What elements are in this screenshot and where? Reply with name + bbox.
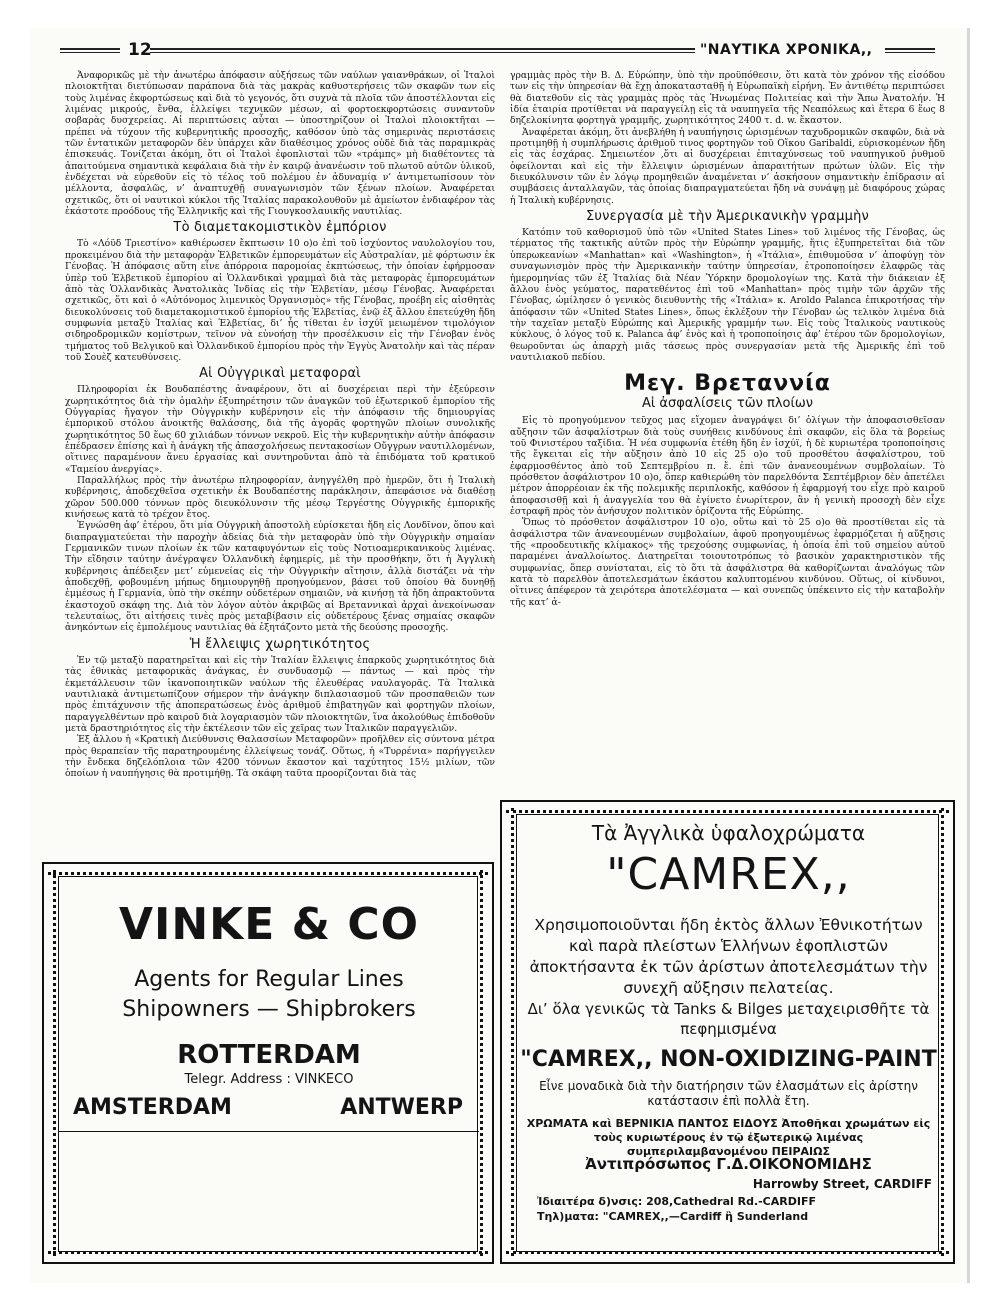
ad-border-ornament <box>505 808 514 1256</box>
ad-border-ornament <box>506 1251 949 1260</box>
ad-headquarters: ROTTERDAM <box>177 1040 361 1070</box>
section-heading: Τὸ διαμετακομιστικὸν ἐμπόριον <box>173 220 387 236</box>
ad-branch-right: ANTWERP <box>340 1095 463 1120</box>
newspaper-page <box>30 28 970 1283</box>
ad-telegraph: Telegr. Address : VINKECO <box>184 1072 354 1087</box>
ad-body: Δι’ ὅλα γενικῶς τὰ Tanks & Bilges μεταχειρισθῆτε τὰ πεφημισμένα <box>527 1000 930 1038</box>
section-heading: Αἱ ἀσφαλίσεις τῶν πλοίων <box>641 396 814 412</box>
ad-border-ornament <box>47 870 56 1256</box>
header-rule <box>150 48 695 53</box>
ad-border-ornament <box>506 804 949 813</box>
ad-body: Εἶνε μοναδικὰ διὰ τὴν διατήρησιν τῶν ἐλασμάτων εἰς ἀρίστην κατάστασιν ἐπὶ πολλὰ ἔτη. <box>539 1079 918 1108</box>
ad-contact: Τηλ)ματα: "CAMREX,,—Cardiff ἢ Sunderland <box>537 1210 809 1223</box>
right-column <box>510 70 945 790</box>
article-paragraph: Τὸ «Λόϋδ Τριεστίνο» καθιέρωσεν ἔκπτωσιν 10 ο)ο ἐπὶ τοῦ ἰσχύοντος ναυλολογίου του, προκειμένου διὰ τὴν μεταφορὰν Ἑλβετικῶν ἐμπορευμάτων εἰς Αὐστραλίαν, μὲ φόρτωσιν ἐκ Γένοβας. Ἡ ἀπόφασις αὕτη εἶνε ἀπόρροια παρομοίας ἐκπτώσεως, τὴν ὁποίαν ἐφήρμοσαν ὑπὲρ τοῦ Ἑλβετικοῦ ἐμπορίου αἱ Ὁλλανδικαὶ γραμμαὶ διὰ τὰς μεταφορὰς ἐμπορευμάτων ἀπὸ τὰς Ὁλλανδικὰς Ἀνατολικὰς Ἰνδίας εἰς τὴν Ἑλβετίαν, μέσῳ Γένοβας. Ἀναφέρεται σχετικῶς, ὅτι καὶ ὁ «Αὐτόνομος λιμενικὸς Ὀργανισμὸς» τῆς Γένοβας, προέβη εἰς αἰσθητὰς διευκολύνσεις τοῦ διαμετακομιστικοῦ ἐμπορίου τῆς Ἑλβετίας, ἐνῷ ἐξ ἄλλου ἐπετεύχθη ἤδη συμφωνία μεταξὺ Ἰταλίας καὶ Ἑλβετίας, δι’ ἧς τίθεται ἐν ἰσχύϊ μειωμένον τιμολόγιον σιδηροδρομικῶν κομίστρων, τεῖνον νὰ εὐνοήσῃ τὴν προσέλκυσιν εἰς τὴν Γένοβαν ἑνὸς τμήματος τοῦ Βελγικοῦ καὶ Ὁλλανδικοῦ ἐμπορίου πρὸς τὴν Ἐγγὺς Ἀνατολὴν καὶ τὰς πέραν τοῦ Σουὲζ κατευθύνσεις. <box>65 238 495 363</box>
brand-name: "CAMREX,, <box>606 849 851 900</box>
ad-contact: Ἰδιαιτέρα δ)νσις: 208,Cathedral Rd.-CARDIFF <box>537 1195 816 1208</box>
section-heading: Αἱ Οὐγγρικαὶ μεταφοραὶ <box>199 366 361 382</box>
page-number: 12 <box>128 40 152 60</box>
article-paragraph: Ἐγνώσθη ἀφ’ ἑτέρου, ὅτι μία Οὐγγρικὴ ἀποστολὴ εὑρίσκεται ἤδη εἰς Λονδῖνον, ὅπου καὶ διαπραγματεύεται τὴν παροχὴν ἀδείας διὰ τὴν μεταφορὰν ὑπὸ τὴν Οὐγγρικὴν σημαίαν Γερμανικῶν τινων πλοίων ἐκ τῶν καταφυγόντων εἰς τοὺς Νοτιοαμερικανικοὺς λιμένας. Τὴν εἴδησιν ταύτην ἀνέγραψεν Ὁλλανδικὴ ἐφημερίς, μὲ τὴν προσθήκην, ὅτι ἡ Ἀγγλικὴ κυβέρνησις ἀπέδειξεν μετ’ εὐμενείας εἰς τὴν Οὐγγρικὴν αἴτησιν, ἀλλὰ διστάζει νὰ τὴν ἀποδεχθῇ, φοβουμένη μήπως δημιουργηθῇ προηγούμενον, βάσει τοῦ ὁποίου θὰ δυνηθῇ ἐμμέσως ἡ Γερμανία, ὑπὸ τὴν σκέπην οὐδετέρων σημαιῶν, νὰ κινήσῃ τὰ ἤδη ἀπρακτοῦντα ἐκαστοχοῦ σκάφη της. Διὰ τὸν λόγον αὐτὸν ἀκριβῶς αἱ Βρεταννικαὶ ἀρχαὶ ἀνεκοίνωσαν τελευταίως, ὅτι αἰτήσεις τινὲς πρὸς μεταβίβασιν εἰς οὐδετέρους ξένας σημαίας σκαφῶν ἀνηκόντων εἰς ἐμπολέμους ναυτιλίας θὰ ἐξητάζοντο μετὰ τῆς δεούσης προσοχῆς. <box>65 520 495 634</box>
ad-headline: Τὰ Ἀγγλικὰ ὑφαλοχρώματα <box>591 821 866 845</box>
ad-tagline: Agents for Regular Lines <box>134 967 404 992</box>
page-edge <box>967 28 970 1283</box>
header-rule <box>885 48 935 53</box>
article-paragraph: Ἐν τῷ μεταξὺ παρατηρεῖται καὶ εἰς τὴν Ἰταλίαν ἔλλειψις ἐπαρκοῦς χωρητικότητος διὰ τὰς ἐθνικὰς μεταφορικὰς ἀνάγκας, ἐν συνδυασμῷ — πάντως — καὶ πρὸς τὴν ἐκμετάλλευσιν τῶν ἱκανοποιητικῶν ναύλων τῆς ἐλευθέρας ναυλαγορᾶς. Τὰ Ἰταλικὰ ναυτιλιακὰ ἀντιμετωπίζουν σήμερον τὴν ἀνάγκην διπλασιασμοῦ τῶν προσπαθειῶν των πρὸς ἐπιτάχυνσιν τῆς ἀποπερατώσεως ἑνὸς ἀριθμοῦ ἐπιβατηγῶν καὶ φορτηγῶν πλοίων, παραγγελθέντων πρὸ καιροῦ διὰ λογαριασμὸν τῶν πλοιοκτητῶν, ἵνα ἀκολούθως ἐπιδοθοῦν μετὰ δραστηριότητος εἰς τὴν ἐκτέλεσιν τῶν εἰς χεῖρας των Ἰταλικῶν παραγγελιῶν. <box>65 654 495 734</box>
left-column <box>65 70 495 852</box>
ad-border-ornament <box>941 808 950 1256</box>
ad-border-ornament <box>48 1251 488 1260</box>
ad-tagline: Shipowners — Shipbrokers <box>122 997 416 1022</box>
ad-frame <box>58 876 478 1252</box>
article-paragraph: Παραλλήλως πρὸς τὴν ἀνωτέρω πληροφορίαν, ἀνηγγέλθη πρὸ ἡμερῶν, ὅτι ἡ Ἰταλικὴ κυβέρνησις, ἀποδεχθεῖσα σχετικὴν ἐκ Βουδαπέστης παράκλησιν, ἀπεφάσισε νὰ διαθέσῃ χῶρον 500.000 τόννων πρὸς διευκόλυνσιν τῆς μέσῳ Τεργέστης Οὐγγρικῆς ἐμπορικῆς κινήσεως κατὰ τὸ τρέχον ἔτος. <box>65 475 495 521</box>
journal-name: "ΝΑΥΤΙΚΑ ΧΡΟΝΙΚΑ,, <box>700 42 873 58</box>
page-header <box>60 40 935 62</box>
article-paragraph: Ἐξ ἄλλου ἡ «Κρατικὴ Διεύθυνσις Θαλασσίων Μεταφορῶν» προῆλθεν εἰς σύντονα μέτρα πρὸς θεραπείαν τῆς παρατηρουμένης ἐλλείψεως τονάζ. Οὕτως, ἡ «Τυρρένια» παρήγγειλεν τὴν ἔνδεκα δηζελόπλοια τῶν 4200 τόννων ἕκαστον καὶ ταχύτητος 15½ μιλίων, τῶν ὁποίων ἡ ναυπήγησις θὰ προτιμήθῃ. Τὰ σκάφη ταῦτα προορίζονται διὰ τὰς <box>65 734 495 780</box>
article-paragraph: Ὅπως τὸ πρόσθετον ἀσφάλιστρον 10 ο)ο, οὕτω καὶ τὸ 25 ο)ο θὰ προστίθεται εἰς τὰ ἀσφάλιστρα τῶν ἀνανεουμένων συμβολαίων, ἀφοῦ προηγουμένως ἐφαρμόζεται ἡ αὔξησις τῆς «προοδευτικῆς κλίμακος» τῆς τρεχούσης συμφωνίας, ἡ ὁποία ἐπὶ τοῦ σημείου αὐτοῦ παραμένει ἀναλλοίωτος. Διατηρεῖται τοιουτοτρόπως τὸ βασικὸν χαρακτηριστικὸν τῆς συμφωνίας, ὅπερ συνίσταται, εἰς τὸ ὅτι τὰ ἀσφάλιστρα θὰ καθορίζωνται ἀναλόγως τῶν κατὰ τὸ παρελθὸν ἀποτελεσμάτων ἑκάστου καλυπτομένου κινδύνου. Οὕτως, οἱ κίνδυνοι, οἵτινες ἀπέφερον τὰ χειρότερα ἀποτελέσματα — καὶ συνεπῶς ὑπέκειντο εἰς τὴν καταβολὴν τῆς κατ’ ἀ- <box>510 517 945 608</box>
country-heading: Μεγ. Βρεταννία <box>624 371 831 397</box>
ad-frame <box>516 814 939 1252</box>
ad-border-ornament <box>480 870 489 1256</box>
article-paragraph: Ἀναφέρεται ἀκόμη, ὅτι ἀνεβλήθη ἡ ναυπήγησις ὡρισμένων ταχυδρομικῶν σκαφῶν, διὰ νὰ προτιμηθῇ ἡ συμπλήρωσις ἀριθμοῦ τινος φορτηγῶν τοῦ Οἴκου Garibaldi, εὑρισκομένων ἤδη εἰς τὰς ἐσχάρας. Σημειωτέον ,ὅτι αἱ δυσχέρειαι ἐπιταχύνσεως τοῦ ναυπηγικοῦ ῥυθμοῦ ὀφείλονται καὶ εἰς τὴν ἔλλειψιν ὡρισμένων ἀπαραιτήτων πρώτων ὑλῶν. Εἰς τὴν διευκόλυνσιν τῶν ἐν λόγῳ προμηθειῶν ἀναμένεται ν’ ἀσκήσουν σημαντικὴν ἐπίδρασιν αἱ συμβάσεις ἀνταλλαγῶν, τὰς ὁποίας διαπραγματεύεται ἤδη νὰ συνάψῃ μὲ διαφόρους χώρας ἡ Ἰταλικὴ κυβέρνησις. <box>510 126 945 206</box>
company-name: VINKE & CO <box>118 899 420 950</box>
ad-border-ornament <box>48 866 488 875</box>
product-name: "CAMREX,, NON-OXIDIZING-PAINT <box>520 1047 937 1072</box>
article-paragraph: Εἰς τὸ προηγούμενον τεῦχος μας εἴχομεν ἀναγράψει δι’ ὀλίγων τὴν ἀποφασισθεῖσαν αὔξησιν τῶν ἀσφαλίστρων διὰ τοὺς συνήθεις κινδύνους ἐπὶ σκαφῶν, εἰς ὅλα τὰ βορείως τοῦ Φινιστέρου ταξίδια. Ἡ νέα συμφωνία ἐτέθη ἤδη ἐν ἰσχύϊ, ἡ δὲ κυριωτέρα τροποποίησις τῆς ἔγκειται εἰς τὴν αὔξησιν ἀπὸ 10 εἰς 25 ο)ο τοῦ προσθέτου ἀσφαλίστρου, τοῦ ἐφαρμοσθέντος ἀπὸ τοῦ Σεπτεμβρίου π. ἔ. ἐπὶ τῶν ἀνανεουμένων συμβολαίων. Τὸ πρόσθετον ἀσφάλιστρον 10 ο)ο, ὅπερ καθιερώθη τὸν παρελθόντα Σεπτέμβριον δὲν ἀπετέλει μέτρον ἀπορρέοιαν ἐκ τῆς πολεμικῆς περιπλοκῆς, καθόσον ἡ ἐφαρμογή του εἶχε πρὸ καιροῦ ἀποφασισθῇ καὶ ἡ ἀναγγελία του θὰ ἐγίνετο ἐνωρίτερον, ἂν ἡ γενικὴ προσοχὴ δὲν εἶχε ἐστραφῆ πρὸς τὸν ἀνήσυχον πολιτικὸν ὁρίζοντα τῆς Εὐρώπης. <box>510 415 945 517</box>
vinke-advertisement <box>42 862 494 1264</box>
ad-divider <box>59 1131 479 1132</box>
ad-agent: Ἀντιπρόσωπος Γ.Δ.ΟΙΚΟΝΟΜΙΔΗΣ <box>585 1155 872 1173</box>
article-paragraph: γραμμὰς πρὸς τὴν Β. Δ. Εὐρώπην, ὑπὸ τὴν προϋπόθεσιν, ὅτι κατὰ τὸν χρόνον τῆς εἰσόδου των εἰς τὴν ὑπηρεσίαν θὰ ἔχῃ ἀποκατασταθῇ ἡ Εὐρωπαϊκὴ εἰρήνη. Ἐν ἀντιθέτῳ περιπτώσει θὰ διατεθοῦν εἰς τὰς γραμμὰς πρὸς τὰς Ἡνωμένας Πολιτείας καὶ τὴν Ἄπω Ἀνατολήν. Ἡ ἰδία ἑταιρία προτίθεται νὰ παραγγείλῃ εἰς τὰ ναυπηγεῖα τῆς Νεαπόλεως καὶ ἕτερα 6 ἕως 8 δηζελοκίνητα φορτηγὰ γραμμῆς, χωρητικότητος 2400 τ. d. w. ἕκαστον. <box>510 70 945 127</box>
header-rule <box>60 48 120 53</box>
ad-branch-left: AMSTERDAM <box>73 1095 232 1120</box>
article-paragraph: Ἀναφορικῶς μὲ τὴν ἀνωτέρω ἀπόφασιν αὐξήσεως τῶν ναύλων γαιανθράκων, οἱ Ἰταλοὶ πλοιοκτῆται διετύπωσαν παράπονα διὰ τὰς μακρὰς καθυστερήσεις τῶν σκαφῶν των εἰς τοὺς λιμένας ἐκφορτώσεως καὶ διὰ τὸ γεγονός, ὅτι συχνὰ τὰ πλοῖα τῶν ἀποστέλλονται εἰς λιμένας μικρούς, ἔνθα, ἐλλείψει τεχνικῶν μέσων, αἱ φορτοεκφορτώσεις συναντοῦν σοβαρὰς δυσχερείας. Αἱ περιπτώσεις αὗται — ὑποστηρίζουν οἱ Ἰταλοὶ πλοιοκτῆται — πρέπει νὰ τύχουν τῆς κυβερνητικῆς προσοχῆς, καθόσον ὑπὸ τὰς σημερινὰς περιστάσεις τῶν ἐντατικῶν μεταφορῶν δὲν ὑπάρχει κἂν διαθέσιμος χρόνος οὐδὲ διὰ τὰς παραμικρὰς ἐπισκευάς. Τονίζεται ἀκόμη, ὅτι οἱ Ἰταλοὶ ἐφοπλισταὶ τῶν «τράμπς» μὴ διαθέτοντες τὰ ἀπαιτούμενα σημαντικὰ κεφάλαια διὰ τὴν ἐν καιρῷ ἀνανέωσιν τοῦ πλωτοῦ αὐτῶν ὑλικοῦ, ἐνδέχεται νὰ εὑρεθοῦν εἰς τὸ τέλος τοῦ πολέμου ἐν ἀδυναμίᾳ ν’ ἀντιμετωπίσουν τὸν μέλλοντα, ἀσφαλῶς, ν’ ἀναπτυχθῇ συναγωνισμὸν τῶν ξένων πλοίων. Ἀναφέρεται σχετικῶς, ὅτι οἱ ναυτικοὶ κύκλοι τῆς Ἰταλίας παρακολουθοῦν μὲ ἀμείωτον ἐνδιαφέρον τὰς ἑκάστοτε προόδους τῆς Ἑλληνικῆς καὶ τῆς Γιουγκοσλαυικῆς ναυτιλίας. <box>65 70 495 218</box>
camrex-advertisement <box>500 800 955 1264</box>
ad-body: Χρησιμοποιοῦνται ἤδη ἐκτὸς ἄλλων Ἐθνικοτήτων καὶ παρὰ πλείστων Ἑλλήνων ἐφοπλιστῶν ἀποκτήσαντα ἐκ τῶν ἀρίστων ἀποτελεσμάτων τὴν συνεχῆ αὔξησιν πελατείας. <box>529 916 928 997</box>
section-heading: Ἡ ἔλλειψις χωρητικότητος <box>189 636 371 652</box>
section-heading: Συνεργασία μὲ τὴν Ἀμερικανικὴν γραμμὴν <box>586 209 869 225</box>
article-paragraph: Πληροφορίαι ἐκ Βουδαπέστης ἀναφέρουν, ὅτι αἱ δυσχέρειαι περὶ τὴν ἐξεύρεσιν χωρητικότητος διὰ τὴν ὁμαλὴν ἐξυπηρέτησιν τῶν ἀναγκῶν τοῦ ἐξωτερικοῦ ἐμπορίου τῆς Οὐγγαρίας ἤγαγον τὴν Οὐγγρικὴν κυβέρνησιν εἰς τὴν ἀπόφασιν τῆς δημιουργίας ἐμπορικοῦ στόλου ἀνοικτῆς θαλάσσης, διὰ τῆς ἀγορᾶς φορτηγῶν πλοίων συνολικῆς χωρητικότητος 50 ἕως 60 χιλιάδων τόννων νεκροῦ. Εἰς τὴν κυβερνητικὴν αὐτὴν ἀπόφασιν ἐπέδρασεν ἐπίσης καὶ ἡ ἀνάγκη τῆς ἀπασχολήσεως πεντακοσίων Οὔγγρων ναυτιλλομένων, οἵτινες παραμένουν ἄνευ ἐργασίας καὶ συντηροῦνται ἀπὸ τὰ ἐπιδόματα τοῦ κρατικοῦ «Ταμείου ἀνεργίας». <box>65 384 495 475</box>
ad-body: ΧΡΩΜΑΤΑ καὶ ΒΕΡΝΙΚΙΑ ΠΑΝΤΟΣ ΕΙΔΟΥΣ Ἀποθῆκαι χρωμάτων εἰς τοὺς κυριωτέρους ἐν τῷ ἐξωτερικῷ λιμένας συμπεριλαμβανομένου ΠΕΙΡΑΙΩΣ <box>526 1117 931 1158</box>
ad-address: Harrowby Street, CARDIFF <box>752 1177 932 1191</box>
article-paragraph: Κατόπιν τοῦ καθορισμοῦ ὑπὸ τῶν «United States Lines» τοῦ λιμένος τῆς Γένοβας, ὡς τέρματος τῆς τακτικῆς αὐτῶν πρὸς τὴν Εὐρώπην γραμμῆς, ἥτις ἐξυπηρετεῖται διὰ τῶν ὑπερωκεανίων «Manhattan» καὶ «Washington», ἡ «Ἰτάλια», ἐπιθυμοῦσα ν’ ἀποφύγῃ τὸν συναγωνισμὸν πρὸς τὴν Ἀμερικανικὴν ταύτην ὑπηρεσίαν, ἐτροποποίησεν ἐλαφρῶς τὰς ἡμερομηνίας τῶν ἐξ Ἰταλίας διὰ Νέαν Ὑόρκην δρομολογίων της. Κατὰ τὴν διάκειαν ἐξ ἄλλου ἑνὸς γεύματος, παρατεθέντος ἐπὶ τοῦ «Manhattan» πρὸς τιμὴν τῶν ἀρχῶν τῆς Γένοβας, ὡμίλησεν ὁ γενικὸς διευθυντὴς τῆς «Ἰτάλια» κ. Aroldo Palanca ἐπικροτήσας τὴν ἀπόφασιν τῶν «United States Lines», ὅπως ἐκλέξουν τὴν Γένοβαν ὡς τελικὸν λιμένα διὰ τὴν ταχεῖαν μεταξὺ Εὐρώπης καὶ Ἀμερικῆς γραμμήν των. Εἰς τοὺς Ἰταλικοὺς ναυτικοὺς κύκλους, ὁ λόγος τοῦ κ. Palanca ἀφ’ ἑνὸς καὶ ἡ τροποποίησις ἀφ’ ἑτέρου τῶν δρομολογίων, θεωροῦνται ὡς ἀπαρχὴ μιᾶς τάσεως πρὸς συνεργασίαν μετὰ τῆς Ἀμερικῆς ἐπὶ τοῦ ναυτιλιακοῦ πεδίου. <box>510 227 945 363</box>
